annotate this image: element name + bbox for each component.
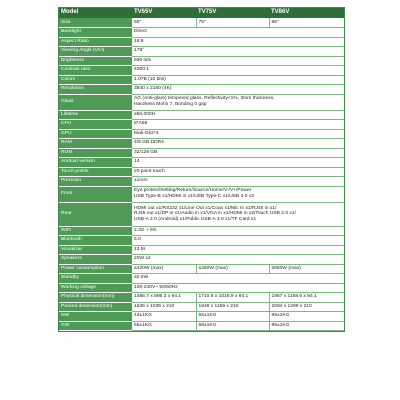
- spec-row: [59, 120, 344, 130]
- spec-value-line: HDMI out x1/RS232 x1/Line Out x1/Coax x1/Mic In x1/RJ45 in x1/: [134, 205, 277, 211]
- spec-row: [59, 312, 344, 322]
- spec-value-line: 4/8 GB DDR4: [134, 140, 164, 146]
- spec-value: 43±1KG: [132, 312, 196, 322]
- spec-value: [132, 148, 344, 158]
- spec-label: Speakers: [59, 255, 132, 265]
- spec-row: [59, 66, 344, 76]
- spec-label: Size: [59, 18, 132, 28]
- spec-value: 86": [269, 18, 344, 28]
- spec-body: [59, 18, 344, 331]
- spec-value-line: 20W x2: [134, 256, 151, 262]
- spec-value: [132, 139, 344, 149]
- spec-value-line: 13 M: [134, 246, 145, 252]
- spec-value: 55±1KG: [132, 321, 196, 331]
- spec-label: Front: [59, 186, 132, 202]
- spec-row: [59, 321, 344, 331]
- spec-value: [132, 255, 344, 265]
- spec-value-line: 32/128 GB: [134, 149, 158, 155]
- spec-label: Resolution: [59, 85, 132, 95]
- spec-label: Brightness: [59, 56, 132, 66]
- spec-value: [132, 47, 344, 57]
- spec-row: [59, 177, 344, 187]
- spec-value: [132, 37, 344, 47]
- spec-value-line: ±1mm: [134, 178, 148, 184]
- spec-value-line: 8*A55: [134, 121, 148, 127]
- spec-value: [132, 85, 344, 95]
- spec-value: ≤650W (max): [269, 264, 344, 274]
- spec-value: [132, 177, 344, 187]
- spec-value: [132, 110, 344, 120]
- spec-label: Packed dimension(mm): [59, 302, 132, 312]
- spec-value: [132, 202, 344, 226]
- spec-value: [132, 186, 344, 202]
- spec-value: ≤430W (max): [132, 264, 196, 274]
- spec-label: Glass: [59, 94, 132, 110]
- spec-label: Android version: [59, 158, 132, 168]
- spec-label: Lifetime: [59, 110, 132, 120]
- spec-value: [132, 236, 344, 246]
- spec-table: [59, 8, 344, 331]
- spec-row: [59, 56, 344, 66]
- spec-value: 1957 x 1158.6 x 94.1: [269, 293, 344, 303]
- spec-label: Bluetooth: [59, 236, 132, 246]
- spec-row: [59, 110, 344, 120]
- spec-row: [59, 283, 344, 293]
- spec-row: [59, 139, 344, 149]
- spec-value-line: 16:9: [134, 38, 144, 44]
- spec-row: [59, 274, 344, 284]
- spec-value: ≤480W (max): [196, 264, 269, 274]
- spec-row: [59, 37, 344, 47]
- spec-value-line: 100-240V~ 50/60Hz: [134, 284, 178, 290]
- spec-row: [59, 167, 344, 177]
- spec-row: [59, 186, 344, 202]
- spec-value: [132, 75, 344, 85]
- spec-value-line: USB-A 2.0 (Android) x1/Public USB-A 3.0 x1/TF Card x1: [134, 216, 257, 222]
- spec-label: CPU: [59, 120, 132, 130]
- spec-label: RAM: [59, 139, 132, 149]
- spec-row: [59, 236, 344, 246]
- spec-value-line: 20 point touch: [134, 168, 165, 174]
- header-row: [59, 8, 344, 18]
- spec-label: ROM: [59, 148, 132, 158]
- spec-label: Standby: [59, 274, 132, 284]
- spec-row: [59, 94, 344, 110]
- spec-value-line: 590 nits: [134, 57, 152, 63]
- spec-value-line: 5.0: [134, 237, 141, 243]
- spec-row: [59, 264, 344, 274]
- header-model-2: TV75V: [196, 8, 269, 18]
- spec-value-line: 14: [134, 159, 140, 165]
- spec-value-line: 3840 x 2160 (4K): [134, 86, 172, 92]
- spec-value: [132, 28, 344, 38]
- spec-label: Backlight: [59, 28, 132, 38]
- spec-label: GPU: [59, 129, 132, 139]
- spec-value-line: USB Type-B x1/HDMI in x1/USB Type-C x1/USB 3.0 x3: [134, 194, 254, 199]
- header-model-1: TV65V: [132, 8, 196, 18]
- spec-value-line: ≤0.5W: [134, 275, 149, 281]
- spec-value-line: 4000:1: [134, 67, 149, 73]
- spec-label: Viewing Angle (V/H): [59, 47, 132, 57]
- spec-row: [59, 158, 344, 168]
- spec-row: [59, 293, 344, 303]
- spec-value-line: Mali-G52*4: [134, 130, 159, 136]
- spec-value: [132, 94, 344, 110]
- spec-row: [59, 255, 344, 265]
- spec-value-line: Eye protect/Setting/Return/Source/Home/V-/V+/Power: [134, 188, 252, 194]
- spec-label: Visualizer: [59, 245, 132, 255]
- spec-label: Precision: [59, 177, 132, 187]
- spec-row: [59, 18, 344, 28]
- spec-value: 1488.7 x 895.3 x 94.1: [132, 293, 196, 303]
- spec-value-line: RJ45 out x1/DP in x1/Audio in x1/VGA in x1/HDMI in x2/Touch USB 2.0 x1/: [134, 211, 296, 217]
- spec-row: [59, 302, 344, 312]
- spec-value: 1710.8 x 1018.9 x 94.1: [196, 293, 269, 303]
- spec-label: Touch points: [59, 167, 132, 177]
- spec-value: [132, 283, 344, 293]
- spec-value-line: 178°: [134, 48, 145, 54]
- spec-value-line: 2.4G + 5G: [134, 227, 157, 233]
- spec-value: [132, 158, 344, 168]
- spec-label: Colors: [59, 75, 132, 85]
- spec-value: 69±1KG: [269, 312, 344, 322]
- spec-row: [59, 245, 344, 255]
- spec-row: [59, 202, 344, 226]
- spec-value: [132, 66, 344, 76]
- spec-value-line: AG (Anti-glare) tempered glass, Reflectivity<1%, 3mm thickness,: [134, 96, 275, 102]
- spec-row: [59, 85, 344, 95]
- spec-value-line: ≥50,000H: [134, 111, 156, 117]
- spec-value: [132, 120, 344, 130]
- spec-label: Working voltage: [59, 283, 132, 293]
- spec-label: GW: [59, 321, 132, 331]
- spec-label: WIFI: [59, 226, 132, 236]
- spec-value: [132, 226, 344, 236]
- spec-value: [132, 129, 344, 139]
- spec-value: [132, 245, 344, 255]
- spec-label: Contrast ratio: [59, 66, 132, 76]
- spec-value: 69±1KG: [196, 321, 269, 331]
- spec-value: 89±1KG: [269, 321, 344, 331]
- spec-label: Physical dimension(mm): [59, 293, 132, 303]
- spec-value: 65": [132, 18, 196, 28]
- header-model-3: TV86V: [269, 8, 344, 18]
- spec-value-line: Hardness Mohs 7, Bonding 0 gap: [134, 102, 207, 107]
- spec-value: 55±1KG: [196, 312, 269, 322]
- spec-value: 2094 x 1299 x 210: [269, 302, 344, 312]
- spec-label: NW: [59, 312, 132, 322]
- spec-row: [59, 129, 344, 139]
- spec-row: [59, 148, 344, 158]
- spec-row: [59, 47, 344, 57]
- spec-label: Aspect Ratio: [59, 37, 132, 47]
- spec-label: Power consumption: [59, 264, 132, 274]
- spec-value: 1848 x 1159 x 210: [196, 302, 269, 312]
- spec-value: 75": [196, 18, 269, 28]
- spec-row: [59, 75, 344, 85]
- spec-value: 1626 x 1036 x 210: [132, 302, 196, 312]
- spec-row: [59, 28, 344, 38]
- spec-value: [132, 56, 344, 66]
- spec-row: [59, 226, 344, 236]
- spec-value: [132, 167, 344, 177]
- spec-value: [132, 274, 344, 284]
- spec-value-line: 1.07B (10 bits): [134, 76, 166, 82]
- header-model-label: Model: [59, 8, 132, 18]
- spec-sheet: [58, 7, 345, 332]
- spec-label: Rear: [59, 202, 132, 226]
- spec-value-line: Direct: [134, 29, 147, 35]
